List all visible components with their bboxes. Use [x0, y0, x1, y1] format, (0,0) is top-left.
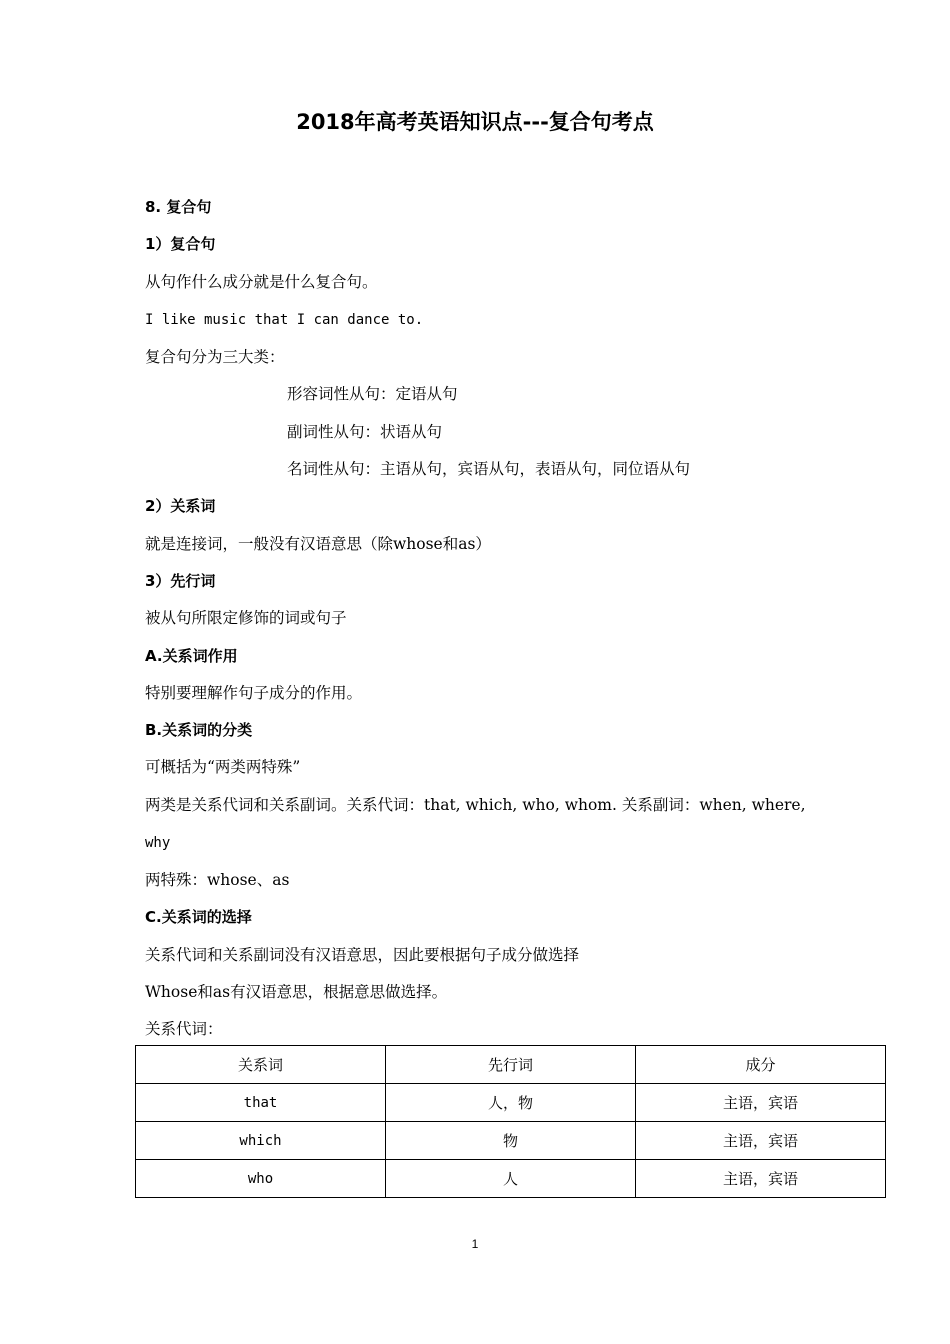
- paragraph-three-types: 复合句分为三大类：: [145, 348, 285, 366]
- table-cell: 主语，宾语: [636, 1084, 886, 1122]
- table-cell: 主语，宾语: [636, 1122, 886, 1160]
- paragraph-selection-rule: 关系代词和关系副词没有汉语意思，因此要根据句子成分做选择: [145, 946, 580, 964]
- example-sentence: I like music that I can dance to.: [145, 312, 424, 328]
- paragraph-two-special: 两特殊：whose、as: [145, 871, 290, 889]
- table-header-row: [136, 1046, 886, 1084]
- paragraph-two-types-continued: why: [145, 835, 171, 851]
- subheading-antecedent: 3）先行词: [145, 572, 216, 590]
- paragraph-definition: 从句作什么成分就是什么复合句。: [145, 273, 378, 291]
- subheading-c-selection: C.关系词的选择: [145, 908, 252, 926]
- paragraph-summary: 可概括为“两类两特殊”: [145, 758, 301, 776]
- table-cell: 物: [386, 1122, 636, 1160]
- table-row: [136, 1084, 886, 1122]
- table-header-cell: 成分: [636, 1046, 886, 1084]
- table-cell: 人: [386, 1160, 636, 1198]
- table-cell: which: [136, 1122, 386, 1160]
- list-item-adverb-clause: 副词性从句：状语从句: [287, 423, 443, 441]
- section-heading-8: 8. 复合句: [145, 198, 212, 216]
- table-row: [136, 1122, 886, 1160]
- table-cell: that: [136, 1084, 386, 1122]
- paragraph-connectives: 就是连接词，一般没有汉语意思（除whose和as）: [145, 535, 491, 553]
- subheading-compound-sentence: 1）复合句: [145, 235, 216, 253]
- table-header-cell: 先行词: [386, 1046, 636, 1084]
- list-item-adjective-clause: 形容词性从句：定语从句: [287, 385, 458, 403]
- subheading-b-classification: B.关系词的分类: [145, 721, 253, 739]
- paragraph-function: 特别要理解作句子成分的作用。: [145, 684, 363, 702]
- subheading-a-function: A.关系词作用: [145, 647, 238, 665]
- paragraph-whose-as: Whose和as有汉语意思，根据意思做选择。: [145, 983, 448, 1001]
- table-cell: 主语，宾语: [636, 1160, 886, 1198]
- relative-pronoun-table: [135, 1045, 886, 1198]
- paragraph-relative-pronouns-label: 关系代词：: [145, 1020, 223, 1038]
- table-header-cell: 关系词: [136, 1046, 386, 1084]
- table-cell: 人，物: [386, 1084, 636, 1122]
- document-title: 2018年高考英语知识点---复合句考点: [296, 110, 654, 134]
- table-row: [136, 1160, 886, 1198]
- table-cell: who: [136, 1160, 386, 1198]
- subheading-relative-words: 2）关系词: [145, 497, 216, 515]
- paragraph-antecedent: 被从句所限定修饰的词或句子: [145, 609, 347, 627]
- list-item-noun-clause: 名词性从句：主语从句，宾语从句，表语从句，同位语从句: [287, 460, 691, 478]
- page-number: 1: [471, 1237, 479, 1251]
- paragraph-two-types: 两类是关系代词和关系副词。关系代词：that, which, who, whom. 关系副词：when, where,: [145, 796, 806, 814]
